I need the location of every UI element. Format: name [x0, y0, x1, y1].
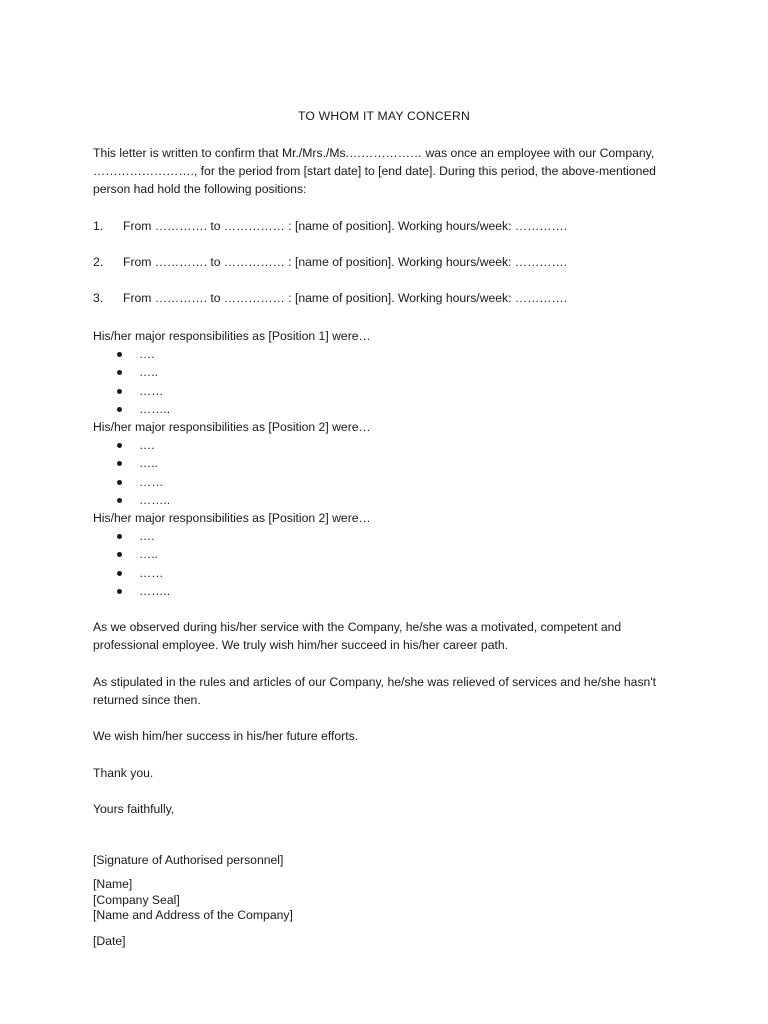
list-item: …… [93, 564, 371, 582]
letter-title: TO WHOM IT MAY CONCERN [297, 109, 471, 123]
list-item: ….. [93, 545, 371, 563]
position-number: 2. [93, 255, 104, 269]
list-item: …….. [93, 582, 371, 600]
list-item: ….. [93, 363, 371, 381]
position-number: 3. [93, 291, 104, 305]
list-item: …… [93, 473, 371, 491]
responsibilities-list [93, 527, 371, 600]
responsibilities-list [93, 345, 371, 418]
position-row-2 [93, 253, 567, 271]
responsibilities-heading: His/her major responsibilities as [Position 2] were… [93, 511, 371, 525]
list-item: …….. [93, 400, 371, 418]
list-item: …. [93, 345, 371, 363]
list-item: …….. [93, 491, 371, 509]
responsibilities-list [93, 436, 371, 509]
closing-line: Yours faithfully, [93, 802, 175, 816]
signature-placeholder: [Signature of Authorised personnel] [93, 853, 284, 867]
list-item: …. [93, 527, 371, 545]
position-row-3 [93, 289, 567, 307]
responsibilities-heading: His/her major responsibilities as [Position 1] were… [93, 329, 371, 343]
thanks-line: Thank you. [93, 766, 154, 780]
intro-paragraph: This letter is written to confirm that Mr./Mrs./Ms.……………… was once an employee with our Company, ……………………., for the period from [start date] to [end date]. During this period, the above-mentioned person had hold the following positions: [93, 146, 656, 196]
wish-line: We wish him/her success in his/her future efforts. [93, 729, 359, 743]
name-placeholder: [Name] [93, 877, 133, 891]
position-number: 1. [93, 219, 104, 233]
position-text: From …………. to …………… : [name of position]. Working hours/week: …………. [123, 255, 568, 269]
list-item: …. [93, 436, 371, 454]
company-seal-placeholder: [Company Seal] [93, 893, 180, 907]
responsibilities-position-3 [93, 509, 371, 600]
stipulation-paragraph: As stipulated in the rules and articles of our Company, he/she was relieved of services and he/she hasn't returned since then. [93, 675, 657, 707]
responsibilities-heading: His/her major responsibilities as [Position 2] were… [93, 420, 371, 434]
list-item: ….. [93, 454, 371, 472]
responsibilities-position-1 [93, 327, 371, 418]
responsibilities-position-2 [93, 418, 371, 509]
list-item: …… [93, 382, 371, 400]
date-placeholder: [Date] [93, 934, 126, 948]
observation-paragraph: As we observed during his/her service with the Company, he/she was a motivated, competent and professional employee. We truly wish him/her succeed in his/her career path. [93, 620, 622, 652]
position-text: From …………. to …………… : [name of position]. Working hours/week: …………. [123, 219, 568, 233]
company-address-placeholder: [Name and Address of the Company] [93, 908, 293, 922]
position-row-1 [93, 217, 567, 235]
position-text: From …………. to …………… : [name of position]. Working hours/week: …………. [123, 291, 568, 305]
